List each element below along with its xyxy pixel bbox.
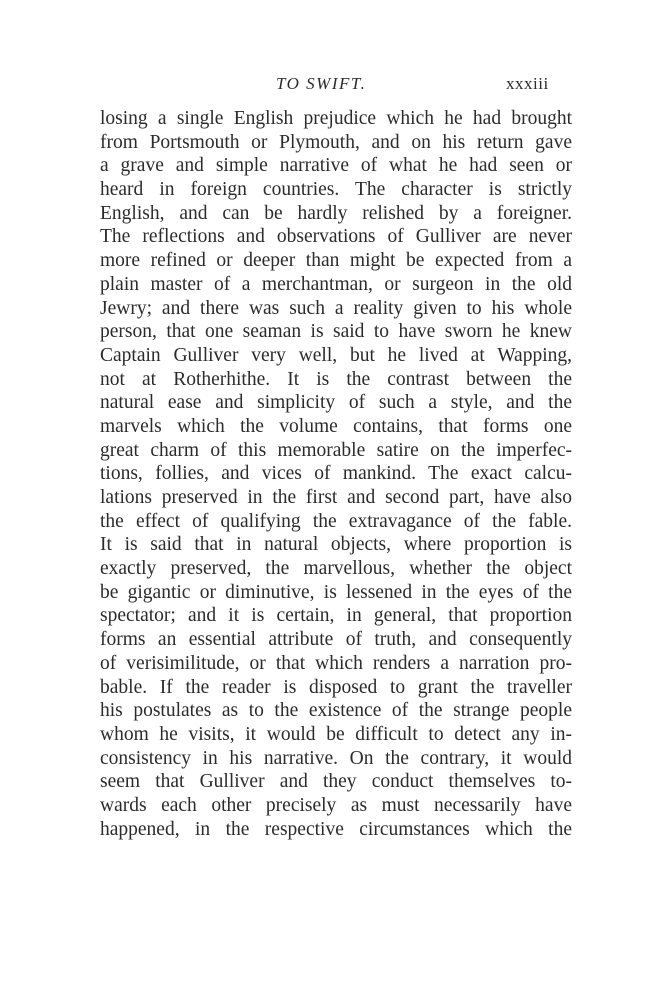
text-line: consistency in his narrative. On the contrary, it would	[100, 747, 572, 769]
text-line: bable. If the reader is disposed to grant the traveller	[100, 676, 572, 698]
text-line: happened, in the respective circumstances which the	[100, 818, 572, 840]
text-line: from Portsmouth or Plymouth, and on his return gave	[100, 131, 572, 153]
text-line: great charm of this memorable satire on the imperfec-	[100, 439, 572, 461]
text-line: seem that Gulliver and they conduct themselves to-	[100, 771, 572, 793]
text-line: English, and can be hardly relished by a foreigner.	[100, 202, 572, 224]
text-line: heard in foreign countries. The character is strictly	[100, 179, 572, 201]
text-line: forms an essential attribute of truth, and consequently	[100, 629, 572, 651]
text-line: lations preserved in the first and second part, have also	[100, 487, 572, 508]
text-line: wards each other precisely as must necessarily have	[100, 794, 572, 816]
page-number: xxxiii	[506, 74, 549, 93]
text-line: be gigantic or diminutive, is lessened in the eyes of the	[100, 581, 572, 603]
running-title: TO SWIFT.	[276, 74, 367, 93]
text-line: It is said that in natural objects, where proportion is	[100, 534, 572, 556]
text-line: more refined or deeper than might be expected from a	[100, 250, 572, 272]
text-line: losing a single English prejudice which he had brought	[100, 108, 572, 129]
text-line: tions, follies, and vices of mankind. The exact calcu-	[100, 463, 572, 485]
body-text	[100, 107, 572, 841]
text-line: a grave and simple narrative of what he had seen or	[100, 155, 572, 177]
text-line: whom he visits, it would be difficult to detect any in-	[100, 723, 572, 745]
text-line: of verisimilitude, or that which renders a narration pro-	[100, 652, 572, 674]
text-line: person, that one seaman is said to have sworn he knew	[100, 321, 572, 343]
text-line: the effect of qualifying the extravagance of the fable.	[100, 510, 572, 532]
text-line: marvels which the volume contains, that forms one	[100, 415, 572, 437]
text-line: natural ease and simplicity of such a style, and the	[100, 392, 572, 414]
text-line: exactly preserved, the marvellous, whether the object	[100, 558, 572, 580]
text-line: not at Rotherhithe. It is the contrast between the	[100, 368, 572, 390]
text-line: his postulates as to the existence of the strange people	[100, 700, 572, 722]
text-line: The reflections and observations of Gulliver are never	[100, 226, 572, 248]
text-line: spectator; and it is certain, in general, that proportion	[100, 605, 572, 627]
text-line: Jewry; and there was such a reality given to his whole	[100, 297, 572, 319]
text-line: plain master of a merchantman, or surgeon in the old	[100, 273, 572, 295]
text-line: Captain Gulliver very well, but he lived at Wapping,	[100, 344, 572, 366]
